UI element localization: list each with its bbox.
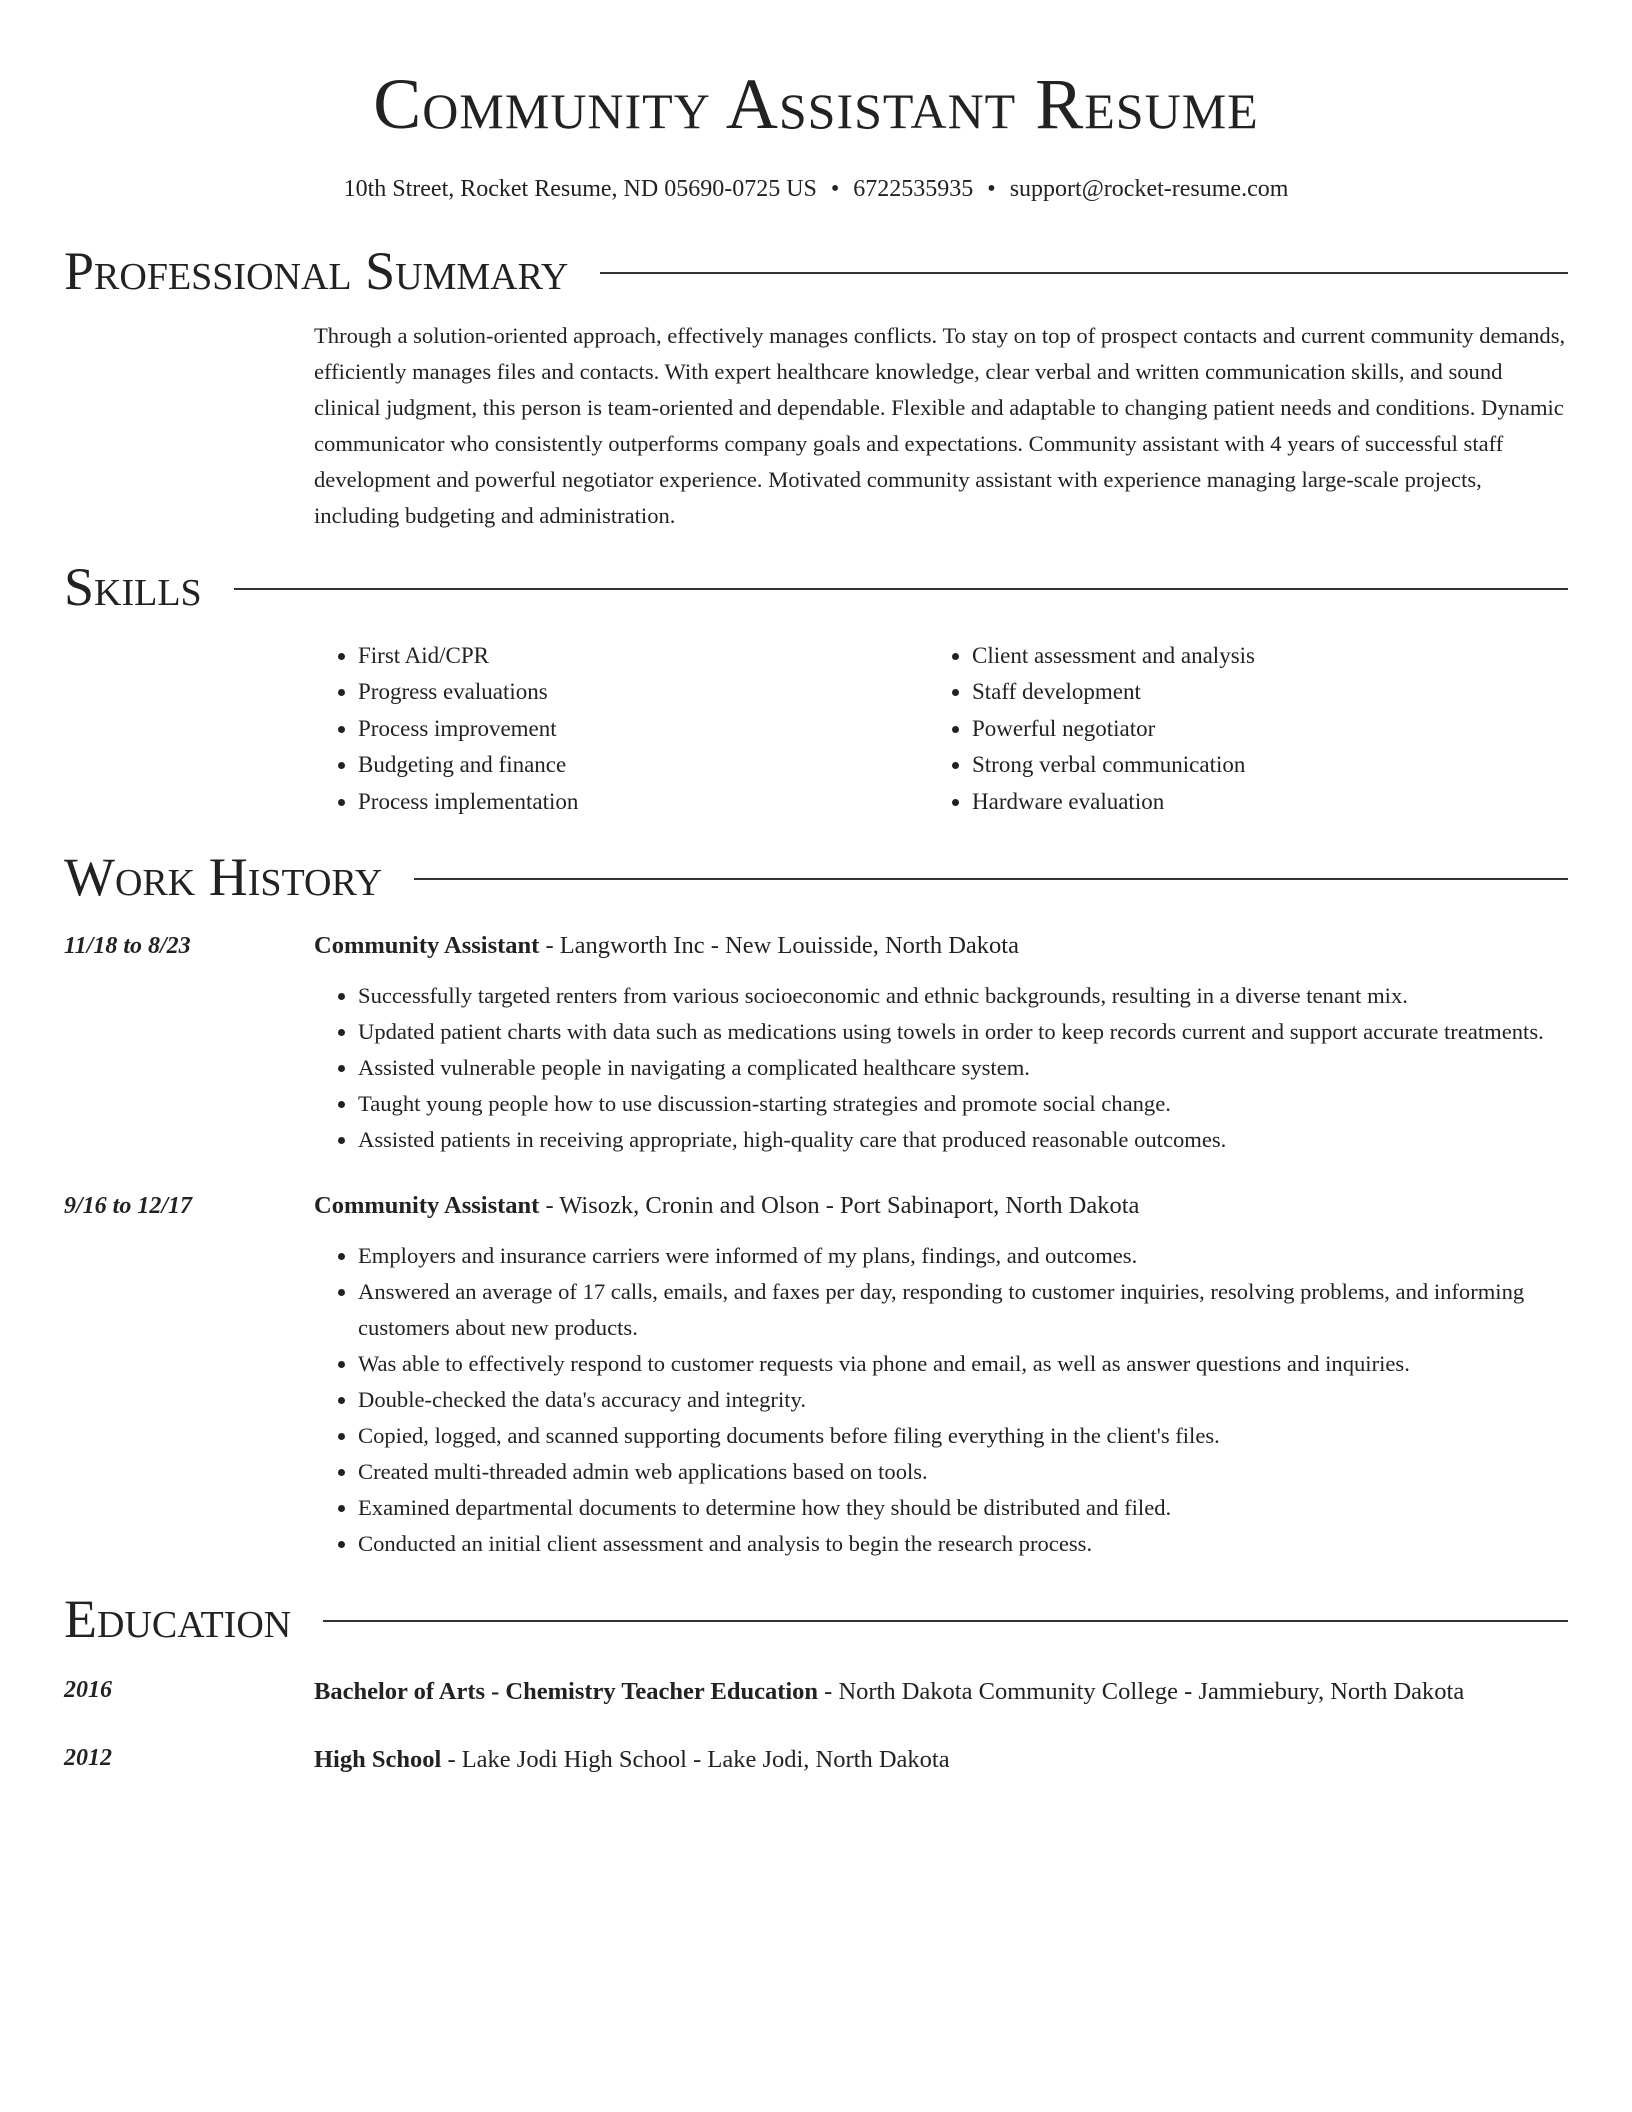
education-body: [314, 1672, 1568, 1712]
contact-line: [64, 174, 1568, 204]
skill-item: • Staff development: [972, 674, 1542, 710]
job-heading: [314, 928, 1568, 964]
job-title: Community Assistant: [314, 932, 540, 960]
degree-name: High School: [314, 1746, 442, 1774]
skill-item: • Powerful negotiator: [972, 711, 1542, 747]
contact-separator: •: [987, 176, 996, 202]
job-bullet: • Assisted vulnerable people in navigating a complicated healthcare system.: [358, 1050, 1568, 1086]
job-bullet: • Assisted patients in receiving appropriate, high-quality care that produced reasonable outcomes.: [358, 1122, 1568, 1158]
email: support@rocket-resume.com: [1009, 176, 1289, 202]
job-bullet: • Updated patient charts with data such as medications using towels in order to keep records current and support accurate treatments.: [358, 1014, 1568, 1050]
section-divider: [600, 272, 1568, 274]
job-bullet: • Copied, logged, and scanned supporting documents before filing everything in the client's files.: [358, 1418, 1568, 1454]
skill-item: • Client assessment and analysis: [972, 638, 1542, 674]
skill-item: • Hardware evaluation: [972, 784, 1542, 820]
section-divider: [414, 878, 1568, 880]
skills-column-left: [314, 638, 928, 820]
summary-section-header: [64, 240, 1568, 302]
education-section-header: [64, 1588, 1568, 1650]
contact-separator: •: [830, 176, 840, 202]
job-bullet: • Examined departmental documents to determine how they should be distributed and filed.: [358, 1490, 1568, 1526]
job-entry: [64, 1188, 1568, 1562]
job-bullet: • Created multi-threaded admin web applications based on tools.: [358, 1454, 1568, 1490]
summary-heading: Professional Summary: [64, 241, 569, 301]
job-body: [314, 1188, 1568, 1562]
skill-item: • Process improvement: [358, 711, 928, 747]
job-dates: 11/18 to 8/23: [64, 933, 191, 960]
skills-heading: Skills: [64, 557, 202, 617]
skills-column-right: [928, 638, 1542, 820]
summary-text: Through a solution-oriented approach, effectively manages conflicts. To stay on top of prospect contacts and current community demands, efficiently manages files and contacts. With expert healthcare knowledge, clear verbal and written communication skills, and sound clinical judgment, this person is team-oriented and dependable. Flexible and adaptable to changing patient needs and conditions. Dynamic communicator who consistently outperforms company goals and expectations. Community assistant with 4 years of successful staff development and powerful negotiator experience. Motivated community assistant with experience managing large-scale projects, including budgeting and administration.: [314, 323, 1566, 528]
job-bullets: [314, 978, 1568, 1158]
education-entry: [64, 1672, 1568, 1712]
skill-item: • Budgeting and finance: [358, 747, 928, 783]
job-dates: 9/16 to 12/17: [64, 1193, 193, 1220]
education-year: 2012: [64, 1745, 112, 1772]
job-entry: [64, 928, 1568, 1158]
education-body: [314, 1740, 1568, 1780]
job-bullet: • Taught young people how to use discussion-starting strategies and promote social change.: [358, 1086, 1568, 1122]
work-section-header: [64, 846, 1568, 908]
education-details: - Lake Jodi High School - Lake Jodi, North Dakota: [441, 1746, 950, 1774]
job-body: [314, 928, 1568, 1158]
job-details: - Langworth Inc - New Louisside, North Dakota: [539, 932, 1019, 960]
work-heading: Work History: [64, 847, 383, 908]
education-entry: [64, 1740, 1568, 1780]
job-heading: [314, 1188, 1568, 1224]
skill-item: • Strong verbal communication: [972, 747, 1542, 783]
section-divider: [323, 1620, 1568, 1622]
skill-item: • Process implementation: [358, 784, 928, 820]
education-details: - North Dakota Community College - Jammiebury, North Dakota: [818, 1678, 1465, 1706]
job-bullet: • Employers and insurance carriers were informed of my plans, findings, and outcomes.: [358, 1238, 1568, 1274]
job-title: Community Assistant: [314, 1192, 540, 1220]
education-heading: Education: [64, 1589, 292, 1650]
job-details: - Wisozk, Cronin and Olson - Port Sabinaport, North Dakota: [539, 1192, 1140, 1220]
job-bullet: • Conducted an initial client assessment and analysis to begin the research process.: [358, 1526, 1568, 1562]
job-bullet: • Was able to effectively respond to customer requests via phone and email, as well as answer questions and inquiries.: [358, 1346, 1568, 1382]
skills-list: [314, 638, 1568, 820]
phone: 6722535935: [853, 176, 974, 202]
job-bullets: [314, 1238, 1568, 1562]
address: 10th Street, Rocket Resume, ND 05690-0725 US: [343, 176, 817, 202]
skill-item: • Progress evaluations: [358, 674, 928, 710]
skills-section-header: [64, 556, 1568, 618]
degree-name: Bachelor of Arts - Chemistry Teacher Education: [314, 1678, 819, 1706]
job-bullet: • Successfully targeted renters from various socioeconomic and ethnic backgrounds, resulting in a diverse tenant mix.: [358, 978, 1568, 1014]
skill-item: • First Aid/CPR: [358, 638, 928, 674]
job-bullet: • Double-checked the data's accuracy and integrity.: [358, 1382, 1568, 1418]
resume-title: Community Assistant Resume: [373, 64, 1259, 144]
job-bullet: • Answered an average of 17 calls, emails, and faxes per day, responding to customer inquiries, resolving problems, and informing customers about new products.: [358, 1274, 1568, 1346]
section-divider: [234, 588, 1568, 590]
education-year: 2016: [64, 1677, 112, 1704]
